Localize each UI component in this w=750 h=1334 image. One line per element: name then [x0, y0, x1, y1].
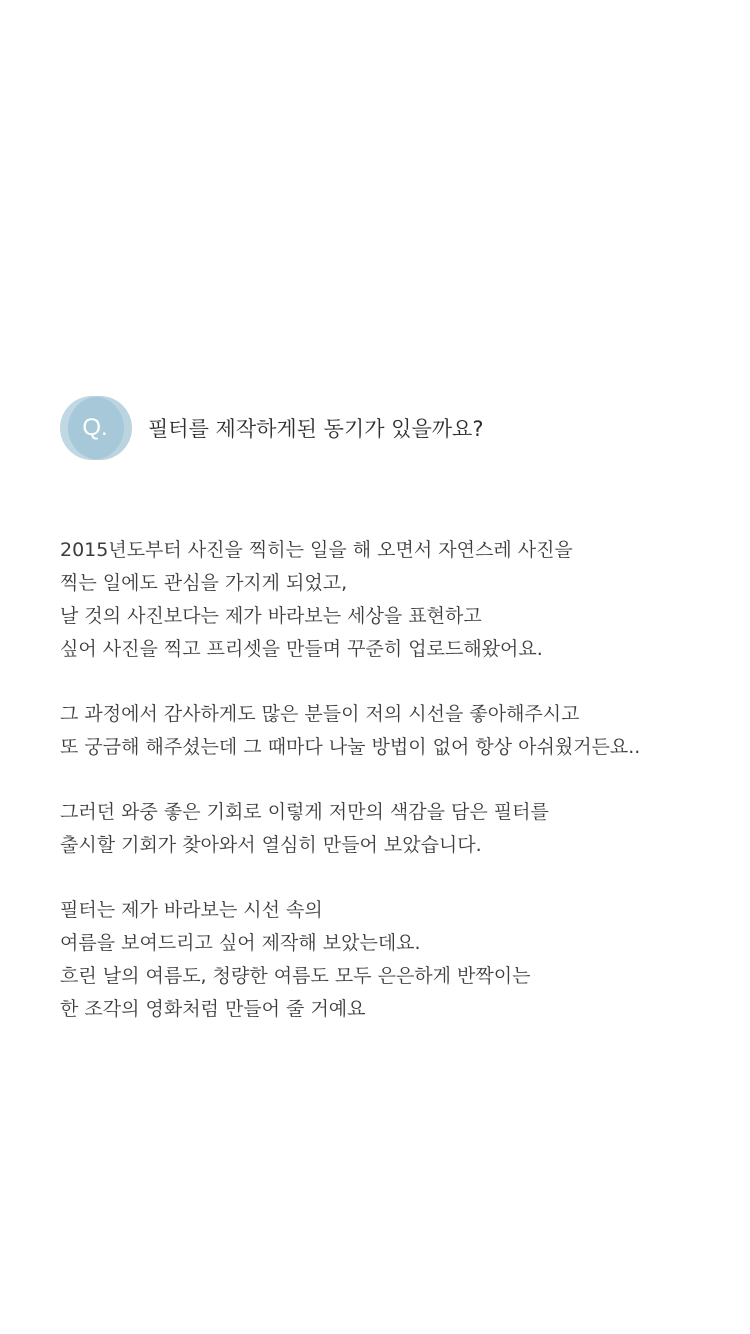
answer-line: 찍는 일에도 관심을 가지게 되었고, [60, 572, 348, 594]
answer-paragraph-1 [60, 534, 720, 666]
answer-line: 출시할 기회가 찾아와서 열심히 만들어 보았습니다. [60, 834, 482, 856]
answer-paragraph-4 [60, 894, 720, 1026]
answer-paragraph-2 [60, 698, 720, 764]
answer-line: 2015년도부터 사진을 찍히는 일을 해 오면서 자연스레 사진을 [60, 539, 573, 561]
answer-line: 싶어 사진을 찍고 프리셋을 만들며 꾸준히 업로드해왔어요. [60, 638, 543, 660]
question-header [60, 396, 483, 460]
q-badge-icon [60, 396, 132, 460]
answer-line: 날 것의 사진보다는 제가 바라보는 세상을 표현하고 [60, 605, 482, 627]
answer-line: 한 조각의 영화처럼 만들어 줄 거예요 [60, 998, 366, 1020]
answer-line: 또 궁금해 해주셨는데 그 때마다 나눌 방법이 없어 항상 아쉬웠거든요.. [60, 736, 641, 758]
answer-line: 그 과정에서 감사하게도 많은 분들이 저의 시선을 좋아해주시고 [60, 703, 580, 725]
question-title: 필터를 제작하게된 동기가 있을까요? [148, 417, 484, 441]
answer-line: 그러던 와중 좋은 기회로 이렇게 저만의 색감을 담은 필터를 [60, 801, 549, 823]
answer-line: 필터는 제가 바라보는 시선 속의 [60, 899, 323, 921]
q-badge-label: Q. [82, 414, 108, 441]
answer-body [60, 534, 720, 1058]
answer-line: 여름을 보여드리고 싶어 제작해 보았는데요. [60, 932, 421, 954]
answer-line: 흐린 날의 여름도, 청량한 여름도 모두 은은하게 반짝이는 [60, 965, 531, 987]
answer-paragraph-3 [60, 796, 720, 862]
